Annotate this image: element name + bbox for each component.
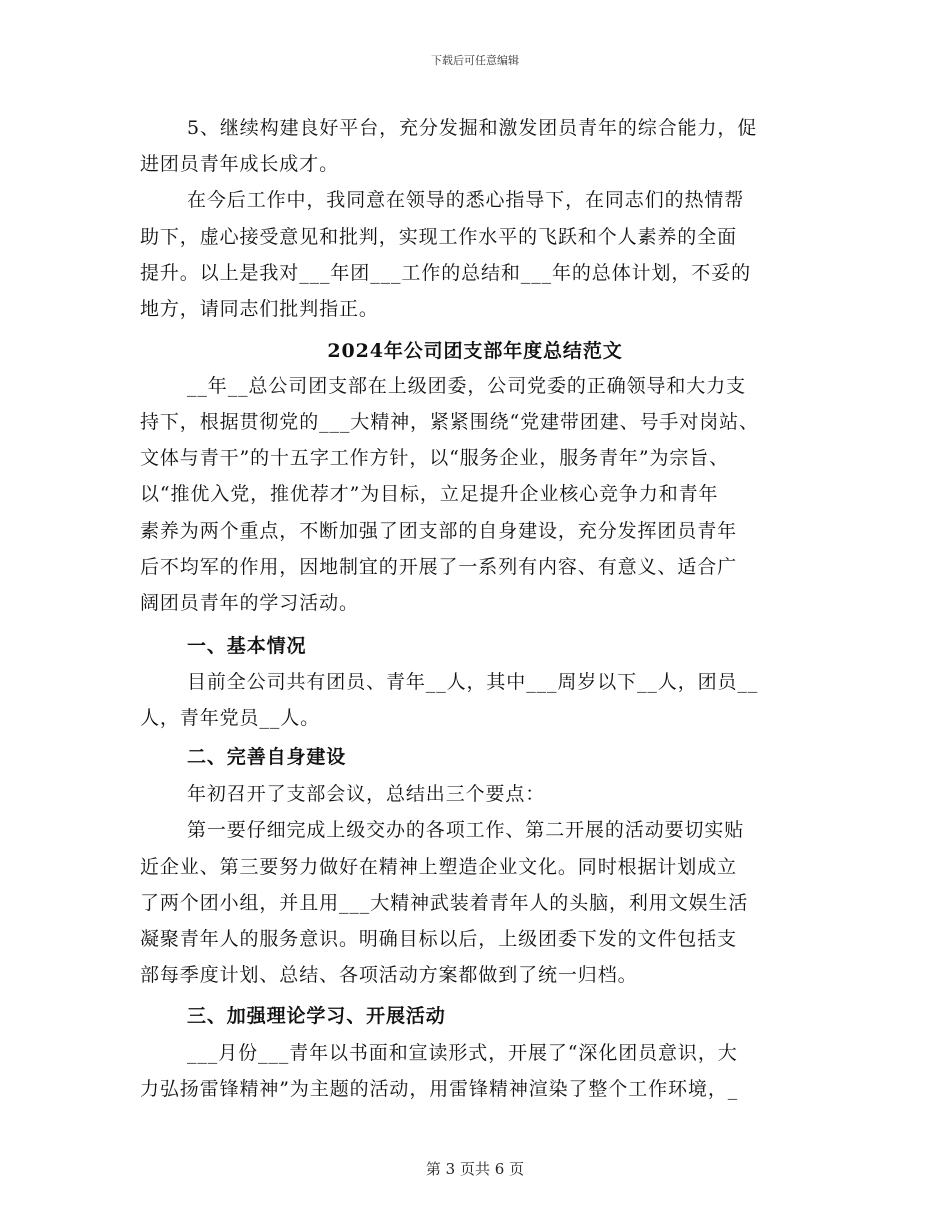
page-header: 下载后可任意编辑: [431, 54, 519, 67]
section-heading: 一、基本情况: [187, 635, 307, 657]
paragraph-line: 进团员青年成长成才。: [140, 153, 340, 175]
paragraph-line: 力弘扬雷锋精神”为主题的活动，用雷锋精神渲染了整个工作环境，_: [140, 1078, 739, 1100]
paragraph-line: 近企业、第三要努力做好在精神上塑造企业文化。同时根据计划成立: [140, 856, 738, 878]
paragraph-line: 后不均军的作用，因地制宜的开展了一系列有内容、有意义、适合广: [140, 556, 738, 578]
paragraph-line: 以“推优入党，推优荐才”为目标，立足提升企业核心竞争力和青年: [140, 483, 719, 505]
section-heading: 三、加强理论学习、开展活动: [187, 1005, 446, 1027]
paragraph-line: 阔团员青年的学习活动。: [140, 592, 359, 614]
paragraph-line: 持下，根据贯彻党的___大精神，紧紧围绕“党建带团建、号手对岗站、: [140, 411, 759, 433]
paragraph-line: 凝聚青年人的服务意识。明确目标以后，上级团委下发的文件包括支: [140, 928, 738, 950]
paragraph-line: 第一要仔细完成上级交办的各项工作、第二开展的活动要切实贴: [187, 819, 745, 841]
paragraph-line: 助下，虚心接受意见和批判，实现工作水平的飞跃和个人素养的全面: [140, 226, 738, 248]
paragraph-line: 目前全公司共有团员、青年__人，其中___周岁以下__人，团员__: [187, 671, 759, 693]
paragraph-line: 年初召开了支部会议，总结出三个要点：: [187, 783, 546, 805]
paragraph-line: ___月份___青年以书面和宣读形式，开展了“深化团员意识，大: [187, 1042, 738, 1064]
paragraph-line: 了两个团小组，并且用___大精神武装着青年人的头脑，利用文娱生活: [140, 892, 749, 914]
paragraph-line: __年__总公司团支部在上级团委，公司党委的正确领导和大力支: [187, 375, 747, 397]
paragraph-line: 提升。以上是我对___年团___工作的总结和___年的总体计划，不妥的: [140, 262, 752, 284]
paragraph-line: 5、继续构建良好平台，充分发掘和激发团员青年的综合能力，促: [187, 117, 758, 139]
paragraph-line: 文体与青干”的十五字工作方针，以“服务企业，服务青年”为宗旨、: [140, 447, 730, 469]
paragraph-line: 地方，请同志们批判指正。: [140, 298, 379, 320]
page-footer: 第 3 页共 6 页: [425, 1160, 525, 1178]
document-title: 2024年公司团支部年度总结范文: [327, 340, 623, 362]
section-heading: 二、完善自身建设: [187, 746, 347, 768]
paragraph-line: 人，青年党员__人。: [140, 707, 321, 729]
paragraph-line: 素养为两个重点，不断加强了团支部的自身建设，充分发挥团员青年: [140, 520, 738, 542]
paragraph-line: 在今后工作中，我同意在领导的悉心指导下，在同志们的热情帮: [187, 189, 745, 211]
paragraph-line: 部每季度计划、总结、各项活动方案都做到了统一归档。: [140, 964, 638, 986]
